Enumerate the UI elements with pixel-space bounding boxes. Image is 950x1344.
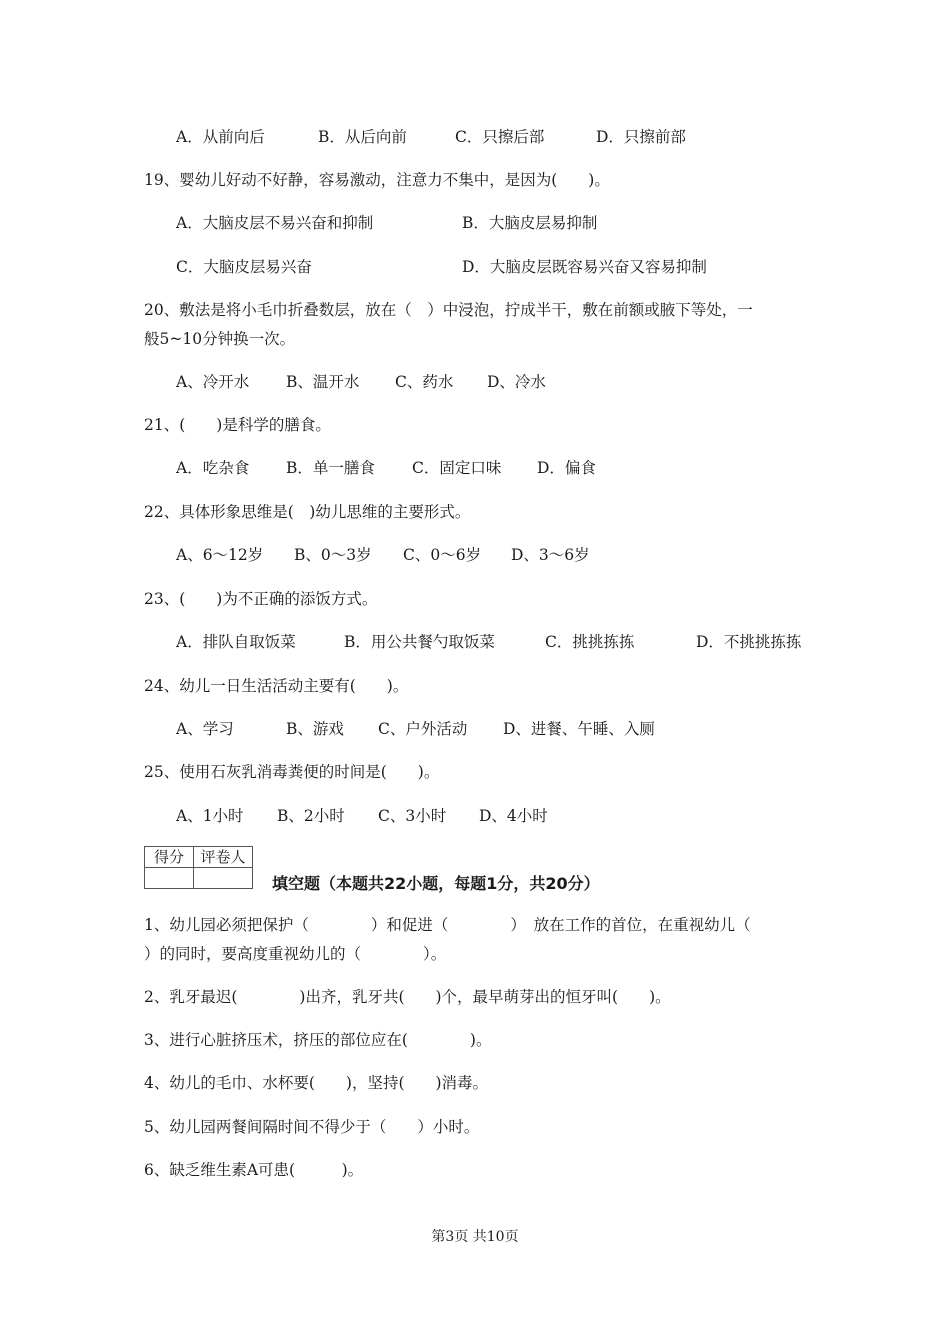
q23-option-d: D．不挑挑拣拣 — [696, 633, 802, 651]
q25-stem: 25、使用石灰乳消毒粪便的时间是( )。 — [144, 763, 440, 781]
fill-blank-2: 2、乳牙最迟( )出齐，乳牙共( )个，最早萌芽出的恒牙叫( )。 — [144, 988, 671, 1006]
q22-option-c: C、0～6岁 — [403, 546, 482, 564]
q21-option-d: D．偏食 — [537, 459, 596, 477]
q18-option-d: D．只擦前部 — [596, 128, 686, 146]
grader-header: 评卷人 — [194, 847, 253, 868]
q19-option-b: B．大脑皮层易抑制 — [462, 214, 598, 232]
q22-option-d: D、3～6岁 — [511, 546, 590, 564]
q19-option-c: C．大脑皮层易兴奋 — [176, 258, 312, 276]
section-title: 填空题（本题共22小题，每题1分，共20分） — [272, 874, 600, 893]
q25-option-c: C、3小时 — [378, 807, 447, 825]
q21-option-c: C．固定口味 — [412, 459, 502, 477]
q19-option-a: A．大脑皮层不易兴奋和抑制 — [176, 214, 374, 232]
q20-option-d: D、冷水 — [487, 373, 546, 391]
q24-option-b: B、游戏 — [286, 720, 344, 738]
q20-option-b: B、温开水 — [286, 373, 360, 391]
fill-blank-3: 3、进行心脏挤压术，挤压的部位应在( )。 — [144, 1031, 492, 1049]
fill-blank-1-continued: ）的同时，要高度重视幼儿的（ ）。 — [144, 945, 447, 963]
fill-blank-6: 6、缺乏维生素A可患( )。 — [144, 1161, 364, 1179]
q23-option-c: C．挑挑拣拣 — [545, 633, 635, 651]
q22-option-b: B、0～3岁 — [294, 546, 372, 564]
q24-option-a: A、学习 — [176, 720, 234, 738]
q19-option-d: D．大脑皮层既容易兴奋又容易抑制 — [462, 258, 707, 276]
q20-stem: 20、敷法是将小毛巾折叠数层，放在（ ）中浸泡，拧成半干，敷在前额或腋下等处，一 — [144, 301, 753, 319]
score-cell[interactable] — [145, 868, 194, 889]
q19-stem: 19、婴幼儿好动不好静，容易激动，注意力不集中，是因为( )。 — [144, 171, 610, 189]
q20-stem-continued: 般5~10分钟换一次。 — [144, 330, 296, 348]
score-table — [144, 846, 253, 889]
q23-option-b: B．用公共餐勺取饭菜 — [344, 633, 495, 651]
score-header: 得分 — [145, 847, 194, 868]
grader-cell[interactable] — [194, 868, 253, 889]
q21-stem: 21、( )是科学的膳食。 — [144, 416, 331, 434]
fill-blank-4: 4、幼儿的毛巾、水杯要( )，坚持( )消毒。 — [144, 1074, 489, 1092]
q25-option-a: A、1小时 — [176, 807, 244, 825]
q18-option-b: B．从后向前 — [318, 128, 407, 146]
fill-blank-5: 5、幼儿园两餐间隔时间不得少于（ ）小时。 — [144, 1118, 480, 1136]
q25-option-d: D、4小时 — [479, 807, 548, 825]
q22-option-a: A、6～12岁 — [176, 546, 264, 564]
q23-option-a: A．排队自取饭菜 — [176, 633, 296, 651]
q18-option-a: A．从前向后 — [176, 128, 265, 146]
q25-option-b: B、2小时 — [277, 807, 345, 825]
q21-option-a: A．吃杂食 — [176, 459, 250, 477]
q21-option-b: B．单一膳食 — [286, 459, 375, 477]
fill-blank-1: 1、幼儿园必须把保护（ ）和促进（ ） 放在工作的首位，在重视幼儿（ — [144, 916, 751, 934]
q24-stem: 24、幼儿一日生活活动主要有( )。 — [144, 677, 409, 695]
q24-option-d: D、进餐、午睡、入厕 — [503, 720, 655, 738]
q23-stem: 23、( )为不正确的添饭方式。 — [144, 590, 378, 608]
page-footer: 第3页 共10页 — [431, 1229, 519, 1245]
q20-option-a: A、冷开水 — [176, 373, 250, 391]
q18-option-c: C．只擦后部 — [455, 128, 545, 146]
q22-stem: 22、具体形象思维是( )幼儿思维的主要形式。 — [144, 503, 471, 521]
q20-option-c: C、药水 — [395, 373, 454, 391]
q24-option-c: C、户外活动 — [378, 720, 468, 738]
